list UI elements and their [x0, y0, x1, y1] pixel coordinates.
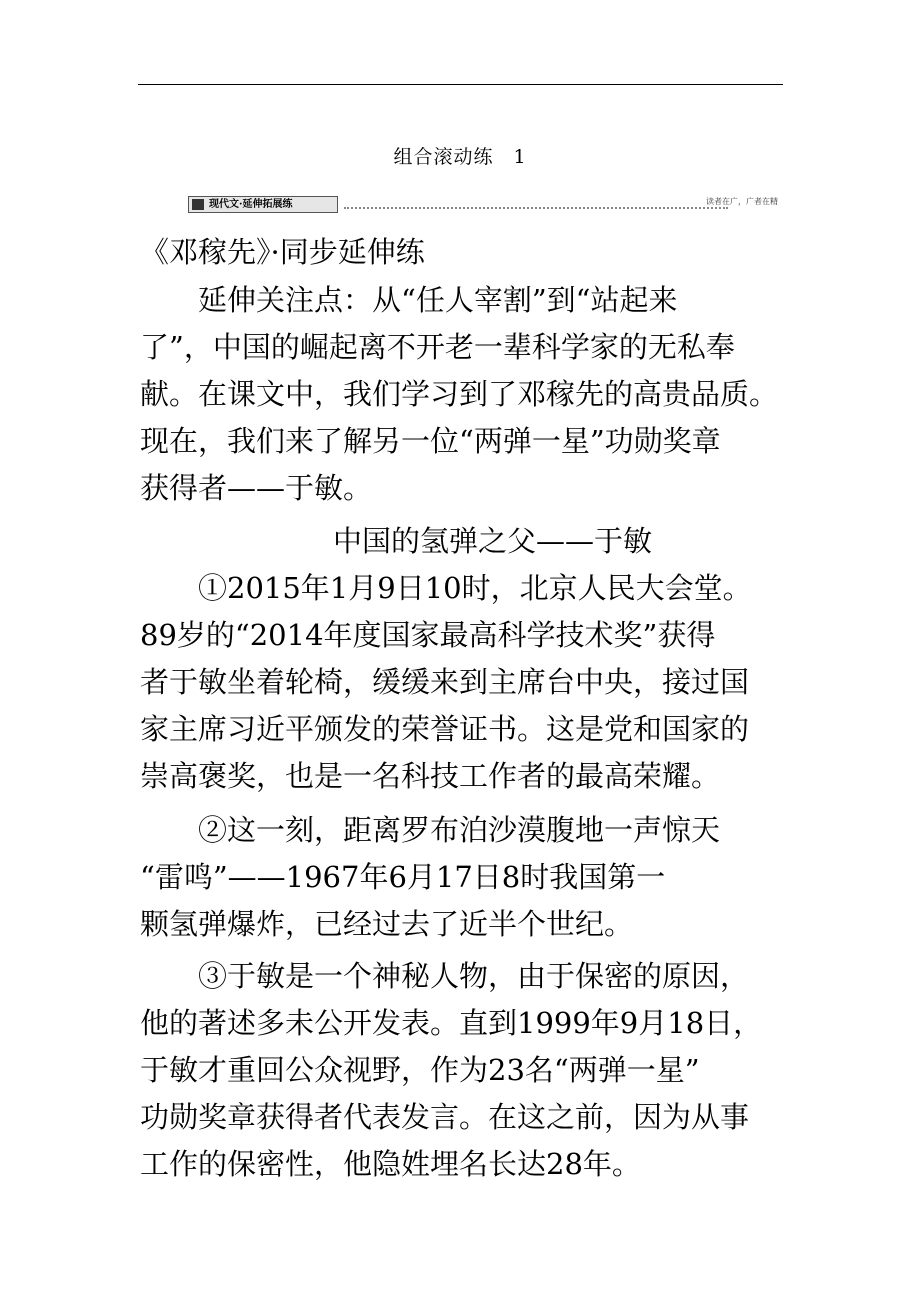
- paragraph-line: ①2015年1月9日10时，北京人民大会堂。: [198, 571, 752, 605]
- paragraph-line: 于敏才重回公众视野，作为23名“两弹一星”: [140, 1053, 700, 1087]
- article-paragraph-2: [140, 807, 790, 948]
- section-banner: [188, 196, 778, 214]
- paragraph-line: 崇高褒奖，也是一名科技工作者的最高荣耀。: [140, 759, 721, 793]
- page-title: 组合滚动练 1: [393, 146, 527, 168]
- article-title: 中国的氢弹之父——于敏: [332, 524, 652, 558]
- paragraph-line: 功勋奖章获得者代表发言。在这之前，因为从事: [140, 1100, 750, 1134]
- paragraph-line: 现在，我们来了解另一位“两弹一星”功勋奖章: [140, 424, 721, 458]
- paragraph-line: 献。在课文中，我们学习到了邓稼先的高贵品质。: [140, 377, 779, 411]
- paragraph-line: 者于敏坐着轮椅，缓缓来到主席台中央，接过国: [140, 665, 750, 699]
- paragraph-line: 颗氢弹爆炸，已经过去了近半个世纪。: [140, 907, 634, 941]
- banner-badge-label: 现代文·延伸拓展练: [209, 199, 293, 210]
- paragraph-line: ③于敏是一个神秘人物，由于保密的原因，: [198, 959, 750, 993]
- paragraph-line: ②这一刻，距离罗布泊沙漠腹地一声惊天: [198, 813, 721, 847]
- header-rule: [138, 84, 783, 85]
- paragraph-line: 工作的保密性，他隐姓埋名长达28年。: [140, 1147, 641, 1181]
- intro-paragraph: [140, 277, 790, 512]
- paragraph-line: 延伸关注点：从“任人宰割”到“站起来: [198, 283, 678, 317]
- paragraph-line: “雷鸣”——1967年6月17日8时我国第一: [140, 860, 666, 894]
- banner-dotted-rule: [344, 207, 728, 209]
- article-paragraph-3: [140, 953, 790, 1188]
- paragraph-line: 89岁的“2014年度国家最高科学技术奖”获得: [140, 618, 716, 652]
- banner-badge: [188, 196, 338, 213]
- paragraph-line: 了”，中国的崛起离不开老一辈科学家的无私奉: [140, 330, 735, 364]
- banner-slogan: 读者在广，广者在精: [706, 197, 778, 206]
- paragraph-line: 他的著述多未公开发表。直到1999年9月18日，: [140, 1006, 763, 1040]
- article-paragraph-1: [140, 565, 790, 800]
- paragraph-line: 家主席习近平颁发的荣誉证书。这是党和国家的: [140, 712, 750, 746]
- section-title: 《邓稼先》·同步延伸练: [140, 235, 425, 269]
- book-icon: [192, 199, 204, 210]
- paragraph-line: 获得者——于敏。: [140, 471, 373, 505]
